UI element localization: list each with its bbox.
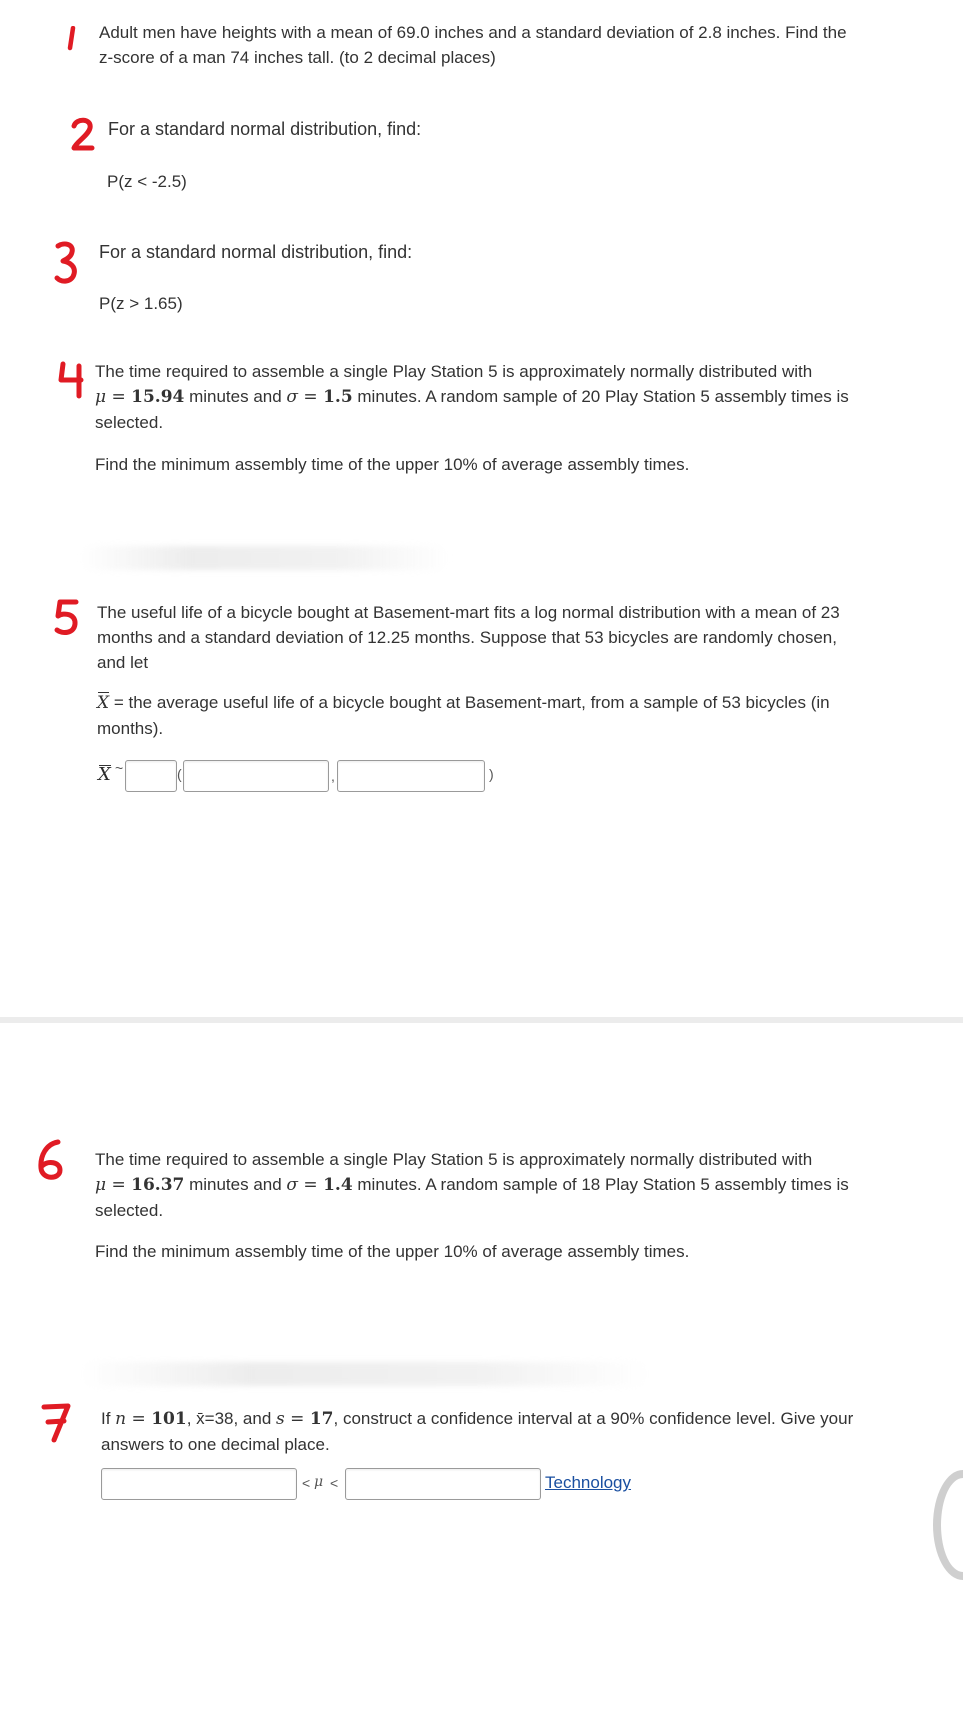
blurred-answer-area (80, 546, 450, 570)
mu-symbol: μ (95, 1175, 107, 1195)
question-4-line-2 (95, 384, 865, 410)
mu-symbol: μ (314, 1474, 324, 1490)
question-6-prompt: Find the minimum assembly time of the upper 10% of average assembly times. (95, 1242, 690, 1261)
question-6-line-2 (95, 1172, 865, 1198)
distribution-sd-input[interactable] (337, 760, 485, 792)
question-1-text: Adult men have heights with a mean of 69.0 inches and a standard deviation of 2.8 inches. Find the z-score of a man 74 inches tall. (to 2 decimal places) (99, 23, 847, 67)
question-4-text (95, 359, 865, 435)
handwritten-one-icon (64, 26, 78, 52)
sigma-symbol: σ (286, 1175, 299, 1195)
s-value: 17 (309, 1409, 334, 1429)
xbar-expression: x̄=38 (196, 1409, 234, 1428)
mu-value: 16.37 (131, 1175, 185, 1195)
question-2-text: For a standard normal distribution, find: (108, 119, 422, 139)
question-7-text (101, 1406, 861, 1457)
question-number-5 (52, 598, 82, 641)
xbar-symbol: X (97, 691, 109, 716)
mid-text: minutes and (184, 387, 287, 406)
s-symbol: s (276, 1409, 285, 1429)
mid-text: minutes and (184, 1175, 287, 1194)
technology-link[interactable]: Technology (540, 1471, 635, 1495)
equals: = (284, 1409, 310, 1429)
distribution-type-input[interactable] (125, 760, 177, 792)
less-than-1: < (302, 1475, 311, 1491)
handwritten-six-icon (36, 1138, 66, 1182)
equals: = (298, 1175, 324, 1195)
rest-text: , construct a confidence interval at a 90% confidence level. Give your (333, 1409, 854, 1428)
question-7-line-1 (101, 1406, 861, 1432)
question-number-7 (40, 1402, 72, 1447)
handwritten-seven-icon (40, 1402, 72, 1444)
handwritten-two-icon (70, 116, 98, 152)
close-paren: ) (489, 766, 494, 782)
n-symbol: n (115, 1409, 127, 1429)
handwritten-three-icon (54, 240, 80, 286)
if-text: If (101, 1409, 116, 1428)
question-4-line-1: The time required to assemble a single Play Station 5 is approximately normally distributed with (95, 362, 813, 381)
distribution-row (97, 760, 547, 794)
lower-bound-input[interactable] (101, 1468, 297, 1500)
confidence-interval-row (101, 1468, 661, 1502)
and-text: , and (233, 1409, 277, 1428)
section-divider (0, 1017, 963, 1023)
question-4-line-3: selected. (95, 413, 164, 432)
equals: = (126, 1409, 152, 1429)
question-6-line-3: selected. (95, 1201, 164, 1220)
handwritten-five-icon (52, 598, 82, 638)
question-3-expression: P(z > 1.65) (99, 294, 183, 313)
equals: = (298, 387, 324, 407)
less-than-2: < (330, 1475, 339, 1491)
sigma-value: 1.5 (323, 387, 353, 407)
comma-text: , (186, 1409, 197, 1428)
equals: = (106, 1175, 132, 1195)
question-7-line-2: answers to one decimal place. (101, 1435, 330, 1454)
question-number-3 (54, 240, 80, 289)
xbar-symbol-dist: X (98, 764, 111, 785)
equals: = (106, 387, 132, 407)
question-number-2 (70, 116, 98, 155)
line-end-text: minutes. A random sample of 18 Play Station 5 assembly times is (352, 1175, 849, 1194)
edge-overlay-circle (933, 1470, 963, 1580)
sigma-symbol: σ (286, 387, 299, 407)
comma: , (331, 768, 335, 784)
blurred-answer-area (80, 1362, 650, 1386)
question-5-text: The useful life of a bicycle bought at Basement-mart fits a log normal distribution with a mean of 23 months and a standard deviation of 12.25 months. Suppose that 53 bicycles are randomly chosen, and let (97, 603, 840, 672)
tilde: ~ (115, 760, 124, 776)
mu-value: 15.94 (131, 387, 185, 407)
upper-bound-input[interactable] (345, 1468, 541, 1500)
question-6-text (95, 1147, 865, 1223)
question-6-line-1: The time required to assemble a single Play Station 5 is approximately normally distributed with (95, 1150, 813, 1169)
sigma-value: 1.4 (323, 1175, 353, 1195)
question-number-4 (57, 360, 87, 403)
question-number-6 (36, 1138, 66, 1185)
handwritten-four-icon (57, 360, 87, 400)
question-3-text: For a standard normal distribution, find: (99, 242, 413, 262)
line-end-text: minutes. A random sample of 20 Play Station 5 assembly times is (352, 387, 849, 406)
mu-symbol: μ (95, 387, 107, 407)
question-5-definition (97, 690, 847, 741)
open-paren: ( (177, 766, 182, 782)
question-2-expression: P(z < -2.5) (107, 172, 187, 191)
n-value: 101 (151, 1409, 187, 1429)
xbar-definition: = the average useful life of a bicycle bought at Basement-mart, from a sample of 53 bicycles (in months). (97, 693, 830, 738)
distribution-mean-input[interactable] (183, 760, 329, 792)
question-number-1 (64, 26, 78, 57)
question-4-prompt: Find the minimum assembly time of the upper 10% of average assembly times. (95, 455, 690, 474)
